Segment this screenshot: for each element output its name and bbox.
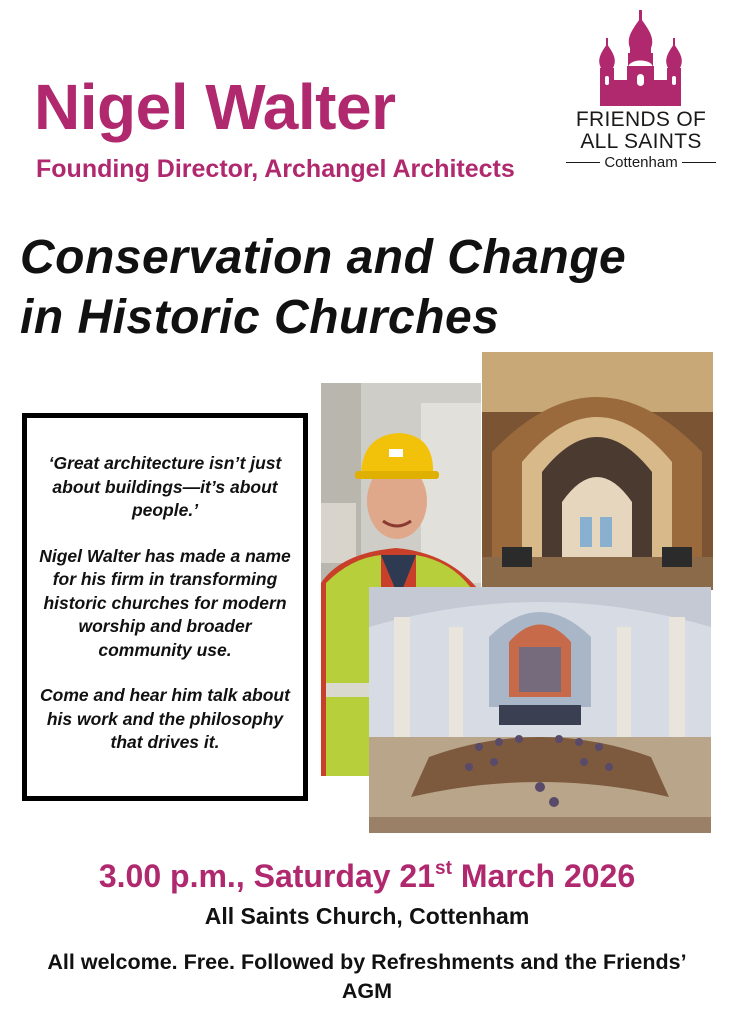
logo-rule-left [566, 162, 600, 163]
logo-text-all-saints: ALL SAINTS [580, 130, 702, 153]
event-time-main: 3.00 p.m., Saturday 21 [98, 858, 436, 894]
logo-text-friends-of: FRIENDS OF [575, 108, 707, 131]
blurb-paragraph-1: Nigel Walter has made a name for his firm in transforming historic churches for modern worship and broader community use. [39, 545, 291, 660]
event-time-month-year: March 2026 [451, 858, 636, 894]
talk-title [20, 228, 720, 348]
church-nave-photo [369, 587, 711, 833]
speaker-name: Nigel Walter [34, 71, 396, 143]
logo-rule-right [682, 162, 716, 163]
blurb-text [27, 452, 303, 777]
event-venue: All Saints Church, Cottenham [204, 903, 530, 929]
speaker-role: Founding Director, Archangel Architects [36, 155, 515, 183]
talk-title-line1: Conservation and Change [20, 231, 627, 284]
blurb-quote: ‘Great architecture isn’t just about buildings—it’s about people.’ [48, 453, 282, 520]
event-notes: All welcome. Free. Followed by Refreshments and the Friends’ AGM [47, 950, 687, 1003]
blurb-paragraph-2: Come and hear him talk about his work and the philosophy that drives it. [40, 685, 290, 752]
church-arch-photo [482, 352, 713, 590]
church-towers-icon [592, 8, 690, 108]
friends-logo [566, 8, 716, 173]
talk-title-line2: in Historic Churches [20, 291, 500, 344]
logo-place: Cottenham [604, 153, 678, 171]
blurb-box [22, 413, 308, 801]
event-date-ordinal: st [435, 858, 452, 879]
logo-text-cottenham [566, 153, 716, 171]
event-date-time [0, 858, 734, 895]
